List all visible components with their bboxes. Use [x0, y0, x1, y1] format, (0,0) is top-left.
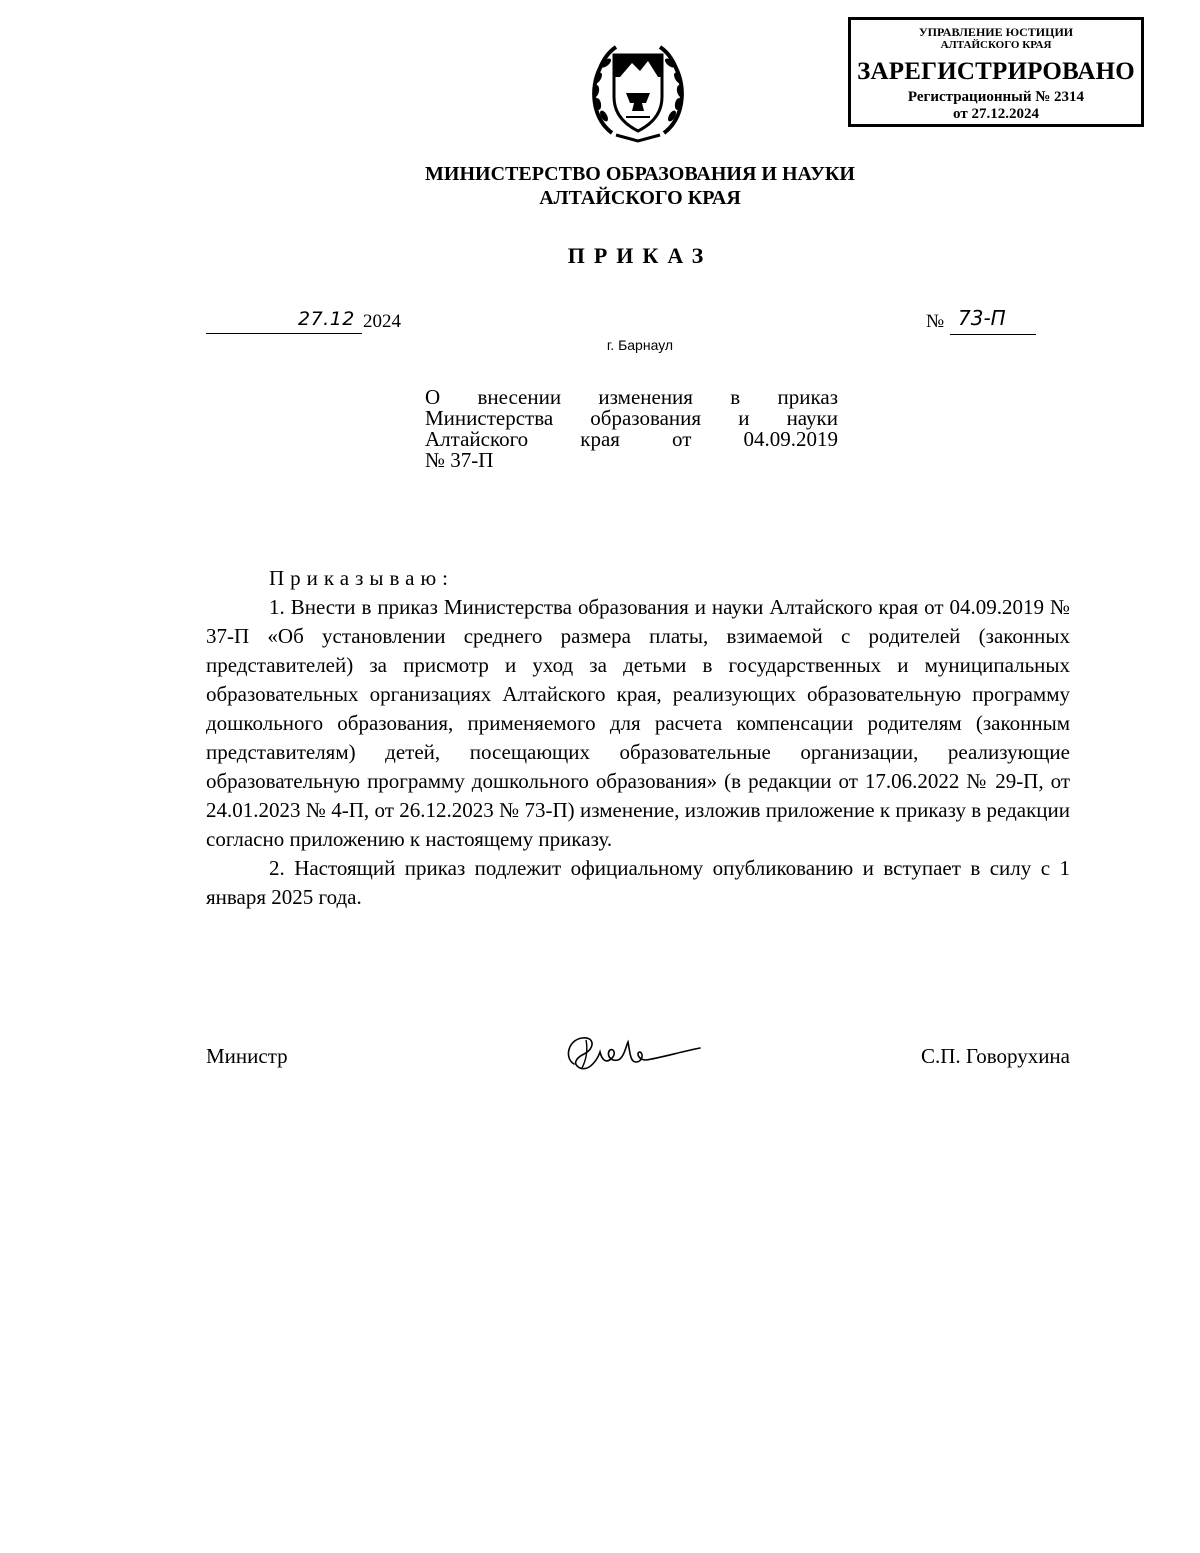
- decree-word: Приказываю:: [269, 566, 454, 590]
- date-year: 2024: [363, 311, 401, 332]
- number-handwritten: 73-П: [958, 306, 1006, 330]
- stamp-authority-line1: УПРАВЛЕНИЕ ЮСТИЦИИ: [918, 25, 1074, 39]
- document-date: [206, 309, 416, 335]
- ministry-line1: МИНИСТЕРСТВО ОБРАЗОВАНИЯ И НАУКИ: [425, 163, 855, 185]
- subject-line: Алтайского края от 04.09.2019: [425, 427, 838, 451]
- document-type: ПРИКАЗ: [567, 243, 713, 268]
- number-underline: [950, 334, 1036, 335]
- body-item-1: 1. Внести в приказ Министерства образования и науки Алтайского края от 04.09.2019 № 37-П «Об установлении среднего размера платы, взимаемой с родителей (законных представителей) за присмотр и уход за детьми в государственных и муниципальных образовательных организациях Алтайского края, реализующих образовательную программу дошкольного образования, применяемого для расчета компенсации родителям (законным представителям) детей, посещающих образовательные организации, реализующие образовательную программу дошкольного образования» (в редакции от 17.06.2022 № 29-П, от 24.01.2023 № 4-П, от 26.12.2023 № 73-П) изменение, изложив приложение к приказу в редакции согласно приложению к настоящему приказу.: [206, 595, 1070, 851]
- subject-line: О внесении изменения в приказ: [425, 385, 838, 409]
- stamp-authority-line2: АЛТАЙСКОГО КРАЯ: [940, 39, 1052, 51]
- registration-stamp: [848, 17, 1144, 127]
- stamp-reg-number: Регистрационный № 2314: [907, 89, 1085, 105]
- document-subject: [425, 387, 838, 471]
- subject-line: № 37-П: [425, 448, 494, 472]
- signature-icon: [560, 1028, 710, 1078]
- city: г. Барнаул: [606, 337, 674, 353]
- date-underline: [206, 333, 362, 334]
- document-body: [206, 564, 1070, 912]
- stamp-reg-date: от 27.12.2024: [953, 106, 1039, 122]
- body-item-2: 2. Настоящий приказ подлежит официальному опубликованию и вступает в силу с 1 января 2025 года.: [206, 856, 1070, 909]
- subject-line: Министерства образования и науки: [425, 406, 838, 430]
- ministry-name: [340, 162, 940, 210]
- signer-name: С.П. Говорухина: [920, 1044, 1070, 1068]
- stamp-status: ЗАРЕГИСТРИРОВАНО: [857, 58, 1135, 85]
- ministry-line2: АЛТАЙСКОГО КРАЯ: [539, 187, 741, 209]
- coat-of-arms-icon: [582, 33, 694, 145]
- signer-title: Министр: [206, 1044, 288, 1068]
- date-handwritten: 27.12: [298, 308, 355, 330]
- number-sign: №: [926, 311, 945, 332]
- document-number: [926, 307, 1038, 335]
